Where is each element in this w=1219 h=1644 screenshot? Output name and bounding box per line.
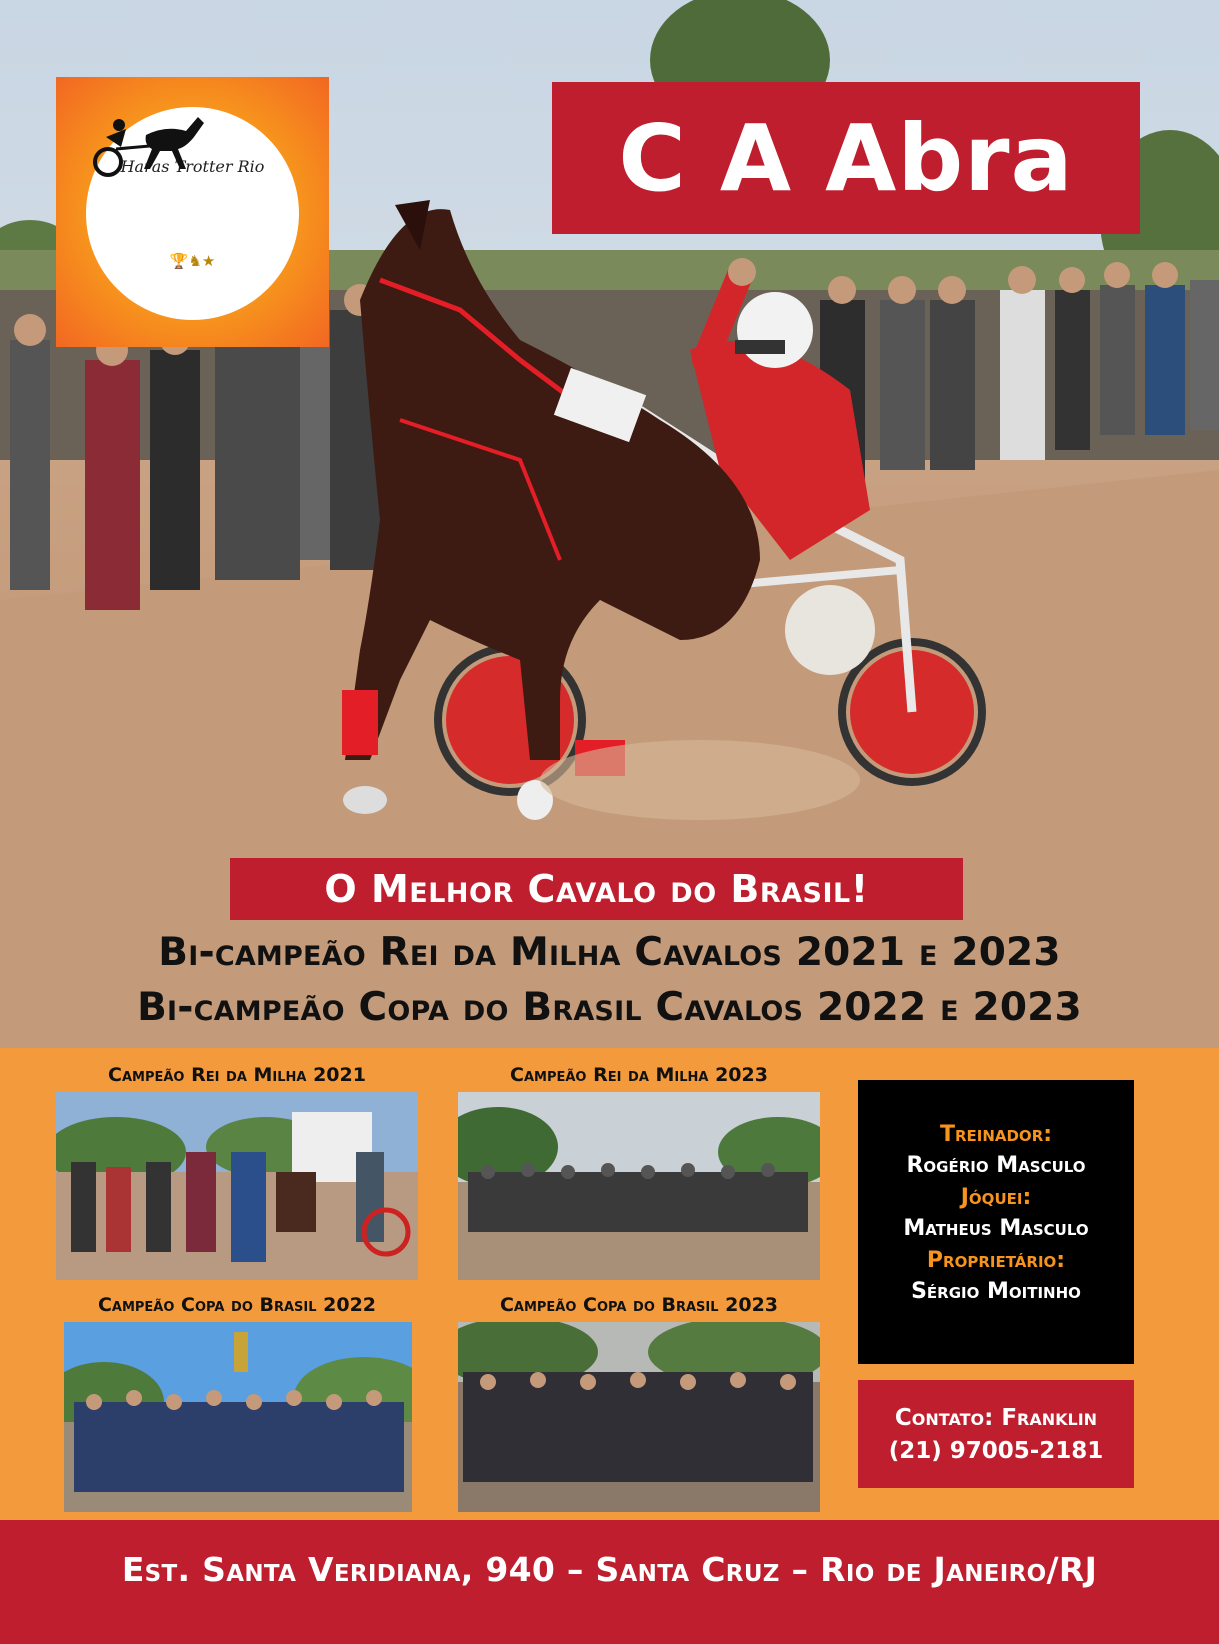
celebration-photo-illustration (56, 1092, 418, 1280)
owner-name: Sérgio Moitinho (911, 1279, 1081, 1304)
celebration-photo-illustration (458, 1322, 820, 1512)
celebration-photo-illustration (64, 1322, 412, 1512)
contact-label: Contato: Franklin (894, 1405, 1098, 1431)
gallery-panel (0, 1048, 1219, 1520)
photo-caption: Campeão Rei da Milha 2023 (510, 1064, 768, 1086)
logo-emblems (86, 252, 299, 270)
celebration-photo-illustration (458, 1092, 820, 1280)
title-plate (552, 82, 1140, 234)
trainer-name: Rogério Masculo (906, 1153, 1086, 1178)
address-text: Est. Santa Veridiana, 940 – Santa Cruz – Rio de Janeiro/RJ (121, 1550, 1098, 1589)
contact-box (858, 1380, 1134, 1488)
address-footer (0, 1520, 1219, 1644)
headline-plate (230, 858, 963, 920)
jockey-label: Jóquei: (960, 1185, 1032, 1210)
photo-caption: Campeão Rei da Milha 2021 (108, 1064, 366, 1086)
achievement-line: Bi-campeão Copa do Brasil Cavalos 2022 e 2023 (137, 985, 1082, 1030)
celebration-photo-2023-copa (458, 1322, 820, 1512)
sulky-horse-icon (86, 107, 216, 177)
horse-name-title: C A Abra (618, 104, 1074, 212)
celebration-photo-2021 (56, 1092, 418, 1280)
logo-disc (86, 107, 299, 320)
headline: O Melhor Cavalo do Brasil! (324, 867, 869, 911)
logo-brand-text: Haras Trotter Rio (120, 157, 265, 176)
jockey-name: Matheus Masculo (903, 1216, 1089, 1241)
contact-phone: (21) 97005-2181 (888, 1438, 1104, 1464)
star-icon: ★ (201, 252, 216, 270)
celebration-photo-2023 (458, 1092, 820, 1280)
team-info-box (858, 1080, 1134, 1364)
achievement-line: Bi-campeão Rei da Milha Cavalos 2021 e 2023 (158, 930, 1061, 975)
trophy-icon: 🏆 (169, 252, 189, 270)
celebration-photo-2022 (64, 1322, 412, 1512)
owner-label: Proprietário: (926, 1248, 1066, 1273)
photo-caption: Campeão Copa do Brasil 2023 (499, 1294, 779, 1316)
trainer-label: Treinador: (939, 1122, 1053, 1147)
horse-head-icon: ♞ (188, 252, 202, 270)
haras-trotter-rio-logo (56, 77, 329, 347)
photo-caption: Campeão Copa do Brasil 2022 (97, 1294, 377, 1316)
